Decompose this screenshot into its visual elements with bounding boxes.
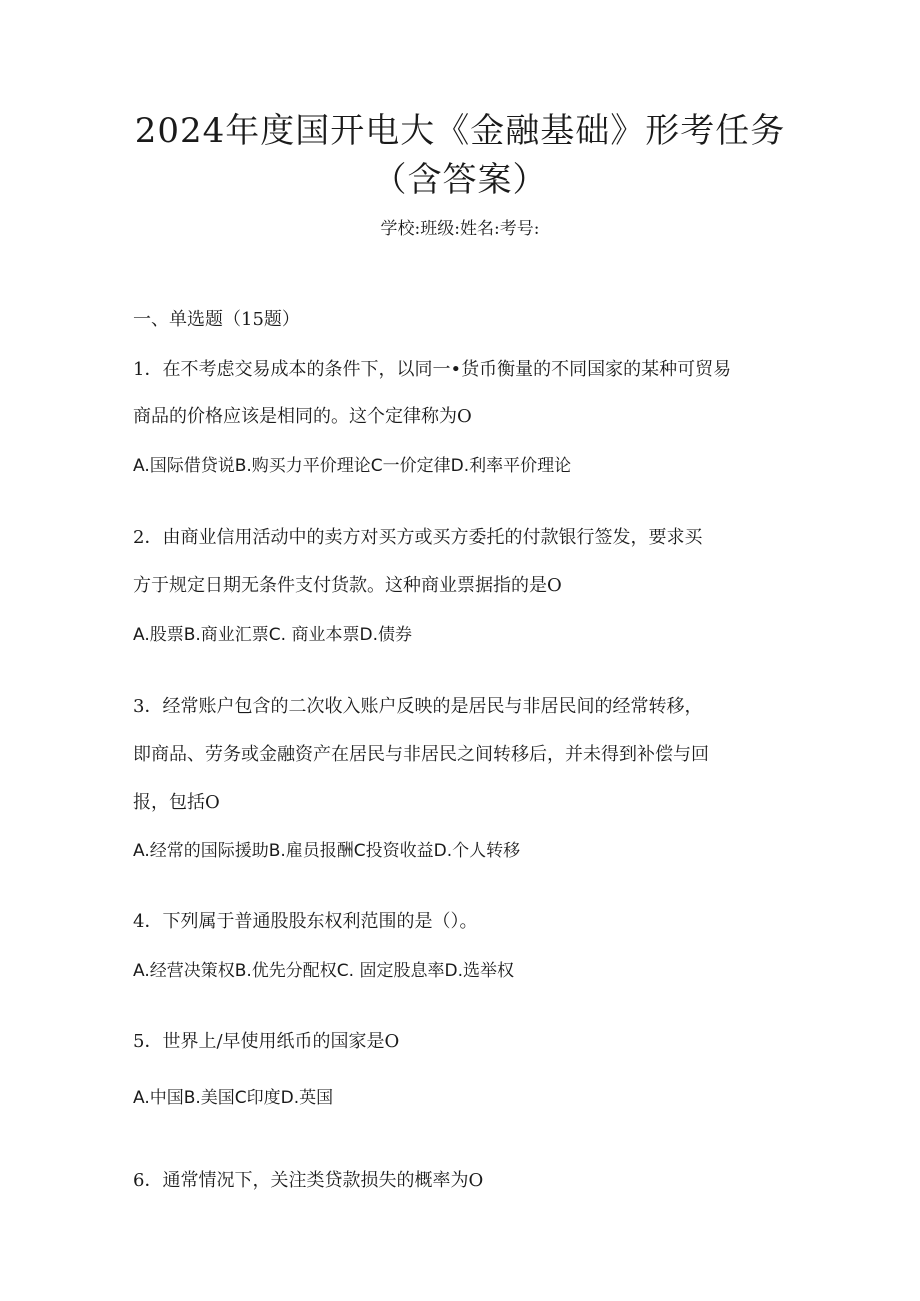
question-4-options: A.经营决策权B.优先分配权C. 固定股息率D.选举权 bbox=[133, 961, 514, 981]
document-title-line2: （含答案） bbox=[372, 160, 548, 200]
question-2-line-1: 2．由商业信用活动中的卖方对买方或买方委托的付款银行签发，要求买 bbox=[133, 527, 703, 548]
document-title-line1: 2024年度国开电大《金融基础》形考任务 bbox=[134, 111, 786, 151]
question-4-line-1: 4．下列属于普通股股东权利范围的是（）。 bbox=[133, 911, 478, 932]
question-6-line-1: 6．通常情况下，关注类贷款损失的概率为O bbox=[133, 1170, 484, 1191]
question-1-line-1: 1．在不考虑交易成本的条件下，以同一•货币衡量的不同国家的某种可贸易 bbox=[133, 359, 732, 380]
question-3-line-1: 3．经常账户包含的二次收入账户反映的是居民与非居民间的经常转移， bbox=[133, 696, 703, 717]
question-5-options: A.中国B.美国C印度D.英国 bbox=[133, 1088, 334, 1108]
question-2-options: A.股票B.商业汇票C. 商业本票D.债券 bbox=[133, 625, 412, 645]
student-info-line: 学校:班级:姓名:考号: bbox=[380, 219, 540, 239]
question-3-line-3: 报，包括O bbox=[133, 792, 220, 813]
section-heading: 一、单选题（15题） bbox=[133, 309, 300, 330]
question-5-line-1: 5．世界上/早使用纸币的国家是O bbox=[133, 1031, 400, 1052]
question-3-options: A.经常的国际援助B.雇员报酬C投资收益D.个人转移 bbox=[133, 841, 521, 861]
question-3-line-2: 即商品、劳务或金融资产在居民与非居民之间转移后，并未得到补偿与回 bbox=[133, 744, 709, 765]
question-1-line-2: 商品的价格应该是相同的。这个定律称为O bbox=[133, 406, 472, 427]
question-1-options: A.国际借贷说B.购买力平价理论C一价定律D.利率平价理论 bbox=[133, 456, 572, 476]
question-2-line-2: 方于规定日期无条件支付货款。这种商业票据指的是O bbox=[133, 575, 562, 596]
